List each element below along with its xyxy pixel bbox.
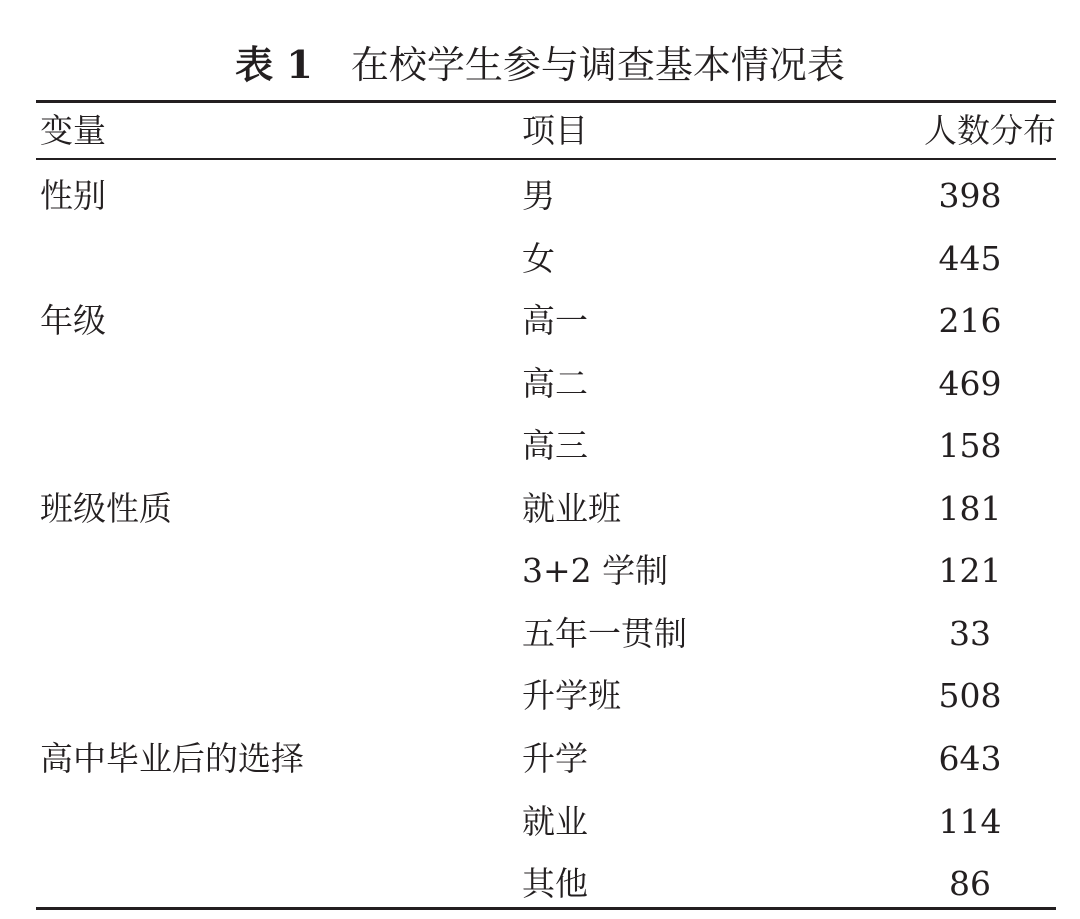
cell-item: 3+2 学制 xyxy=(522,551,669,591)
table-header-row xyxy=(0,108,1080,154)
table-row xyxy=(0,861,1080,907)
cell-count: 33 xyxy=(949,613,991,653)
cell-count: 216 xyxy=(938,301,1002,341)
cell-item: 高一 xyxy=(522,301,588,341)
table-caption xyxy=(0,38,1080,92)
cell-item: 高二 xyxy=(522,363,588,403)
cell-count: 121 xyxy=(938,551,1002,591)
cell-item: 五年一贯制 xyxy=(522,613,687,653)
cell-item: 升学班 xyxy=(522,676,621,716)
table-bottom-rule xyxy=(36,907,1056,910)
cell-count: 181 xyxy=(938,488,1002,528)
cell-variable: 班级性质 xyxy=(40,488,172,528)
cell-item: 升学 xyxy=(522,738,588,778)
cell-item: 女 xyxy=(522,238,555,278)
table-header-rule xyxy=(36,158,1056,160)
table-title: 在校学生参与调查基本情况表 xyxy=(350,43,845,87)
header-count: 人数分布 xyxy=(924,111,1056,150)
cell-count: 86 xyxy=(949,864,991,904)
cell-variable: 性别 xyxy=(40,176,106,215)
header-item: 项目 xyxy=(522,111,588,150)
cell-count: 445 xyxy=(938,238,1002,278)
cell-item: 高三 xyxy=(522,426,588,466)
cell-item: 就业班 xyxy=(522,488,621,528)
cell-count: 114 xyxy=(938,801,1002,841)
cell-variable: 年级 xyxy=(40,301,106,341)
cell-variable: 高中毕业后的选择 xyxy=(40,738,304,778)
cell-item: 其他 xyxy=(522,864,588,904)
cell-item: 就业 xyxy=(522,801,588,841)
table-row xyxy=(0,423,1080,469)
cell-count: 398 xyxy=(938,176,1002,215)
table-row xyxy=(0,173,1080,219)
cell-count: 158 xyxy=(938,426,1002,466)
table-row xyxy=(0,298,1080,344)
cell-item: 男 xyxy=(522,176,555,215)
table-row xyxy=(0,236,1080,282)
header-variable: 变量 xyxy=(40,111,106,150)
cell-count: 469 xyxy=(938,363,1002,403)
table-row xyxy=(0,361,1080,407)
table-row xyxy=(0,673,1080,719)
table-row xyxy=(0,799,1080,845)
cell-count: 643 xyxy=(938,738,1002,778)
table-number: 表 1 xyxy=(235,42,313,87)
table-row xyxy=(0,548,1080,594)
table-top-rule xyxy=(36,100,1056,103)
table-row xyxy=(0,736,1080,782)
table-row xyxy=(0,611,1080,657)
cell-count: 508 xyxy=(938,676,1002,716)
table-row xyxy=(0,486,1080,532)
